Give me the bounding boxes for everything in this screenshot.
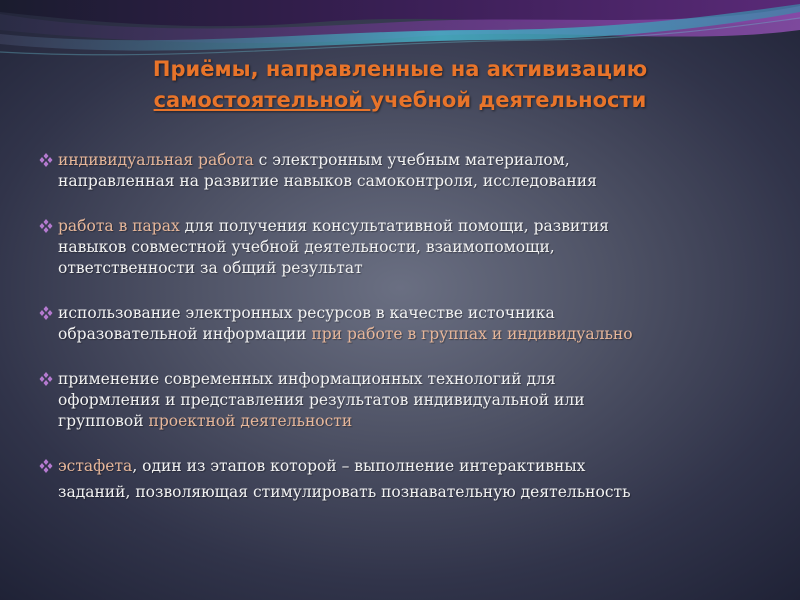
diamond-cluster-icon xyxy=(39,151,53,169)
item-text: групповой xyxy=(58,412,149,430)
item-line: применение современных информационных технологий для xyxy=(58,370,556,388)
bullet-list xyxy=(38,150,778,503)
title-line-2 xyxy=(60,85,740,116)
slide-title xyxy=(60,54,740,116)
item-highlight: эстафета xyxy=(58,457,133,475)
list-item xyxy=(38,150,778,192)
title-line-2-rest: учебной деятельности xyxy=(370,88,647,112)
diamond-cluster-icon xyxy=(39,457,53,475)
item-line: оформления и представления результатов индивидуальной или xyxy=(58,391,585,409)
item-text: для получения консультативной помощи, развития xyxy=(179,217,609,235)
list-item xyxy=(38,369,778,432)
diamond-cluster-icon xyxy=(39,304,53,322)
item-text: образовательной информации xyxy=(58,325,312,343)
item-line xyxy=(58,411,778,432)
item-line: навыков совместной учебной деятельности, взаимопомощи, xyxy=(58,238,555,256)
title-underlined-word: самостоятельной xyxy=(153,88,371,112)
item-line: направленная на развитие навыков самоконтроля, исследования xyxy=(58,172,597,190)
list-item xyxy=(38,216,778,279)
title-line-1: Приёмы, направленные на активизацию xyxy=(152,57,648,81)
item-line: ответственности за общий результат xyxy=(58,259,363,277)
list-item xyxy=(38,303,778,345)
item-text: , один из этапов которой – выполнение интерактивных xyxy=(132,457,586,475)
list-item xyxy=(38,456,778,503)
item-line xyxy=(58,456,778,477)
item-line xyxy=(58,324,778,345)
diamond-cluster-icon xyxy=(39,370,53,388)
item-text: с электронным учебным материалом, xyxy=(253,151,570,169)
item-line xyxy=(58,216,778,237)
item-line: использование электронных ресурсов в качестве источника xyxy=(58,304,555,322)
item-highlight: работа в парах xyxy=(58,217,180,235)
item-highlight: при работе в группах и индивидуально xyxy=(311,325,633,343)
diamond-cluster-icon xyxy=(39,217,53,235)
item-highlight: индивидуальная работа xyxy=(58,151,254,169)
item-line xyxy=(58,150,778,171)
item-line: заданий, позволяющая стимулировать познавательную деятельность xyxy=(58,483,631,501)
item-highlight: проектной деятельности xyxy=(148,412,353,430)
